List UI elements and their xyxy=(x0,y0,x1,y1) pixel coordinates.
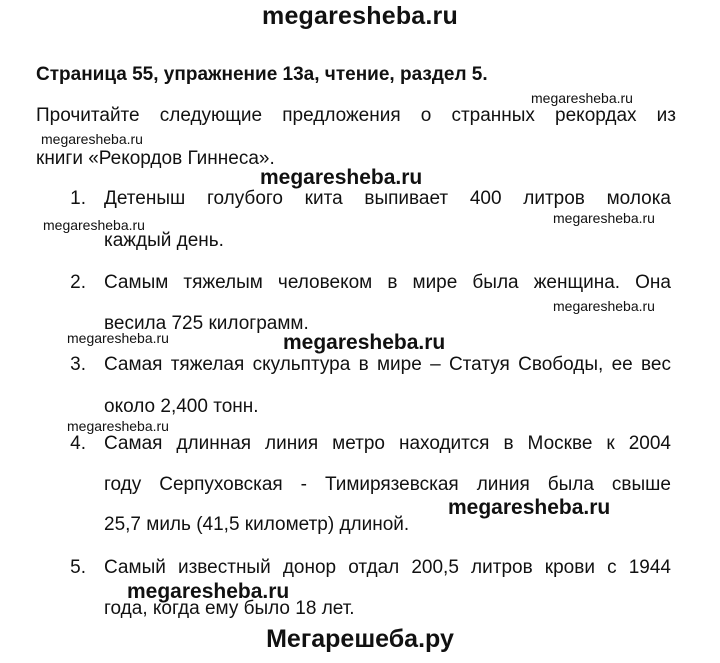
site-header: megaresheba.ru xyxy=(262,2,458,30)
item-5-line-1: Самый известный донор отдал 200,5 литров крови с 1944 xyxy=(104,557,671,578)
item-5-line-2: года, когда ему было 18 лет. xyxy=(104,598,355,619)
item-number: 5. xyxy=(70,557,86,578)
item-number: 4. xyxy=(70,433,86,454)
item-4-line-2: году Серпуховская - Тимирязевская линия была свыше xyxy=(104,474,671,495)
watermark-big: megaresheba.ru xyxy=(283,331,446,354)
watermark-big: megaresheba.ru xyxy=(260,166,423,189)
item-4-line-3: 25,7 миль (41,5 километр) длиной. xyxy=(104,514,410,535)
watermark-small: megaresheba.ru xyxy=(41,131,143,147)
intro-line-2: книги «Рекордов Гиннеса». xyxy=(36,148,275,169)
watermark-small: megaresheba.ru xyxy=(67,330,169,346)
site-footer: Мегарешеба.ру xyxy=(266,625,454,653)
item-number: 1. xyxy=(70,188,86,209)
watermark-big: megaresheba.ru xyxy=(448,496,611,519)
exercise-heading: Страница 55, упражнение 13а, чтение, раздел 5. xyxy=(36,64,488,85)
watermark-small: megaresheba.ru xyxy=(43,217,145,233)
item-3-line-2: около 2,400 тонн. xyxy=(104,396,259,417)
item-number: 3. xyxy=(70,354,86,375)
item-2-line-1: Самым тяжелым человеком в мире была женщина. Она xyxy=(104,272,671,293)
watermark-small: megaresheba.ru xyxy=(553,298,655,314)
watermark-small: megaresheba.ru xyxy=(553,210,655,226)
item-4-line-1: Самая длинная линия метро находится в Москве к 2004 xyxy=(104,433,671,454)
watermark-small: megaresheba.ru xyxy=(67,418,169,434)
item-1-line-2: каждый день. xyxy=(104,230,224,251)
item-3-line-1: Самая тяжелая скульптура в мире – Статуя Свободы, ее вес xyxy=(104,354,671,375)
intro-line-1: Прочитайте следующие предложения о странных рекордах из xyxy=(36,105,676,126)
item-2-line-2: весила 725 килограмм. xyxy=(104,313,309,334)
watermark-big: megaresheba.ru xyxy=(127,580,290,603)
watermark-small: megaresheba.ru xyxy=(531,90,633,106)
item-1-line-1: Детеныш голубого кита выпивает 400 литров молока xyxy=(104,188,671,209)
item-number: 2. xyxy=(70,272,86,293)
